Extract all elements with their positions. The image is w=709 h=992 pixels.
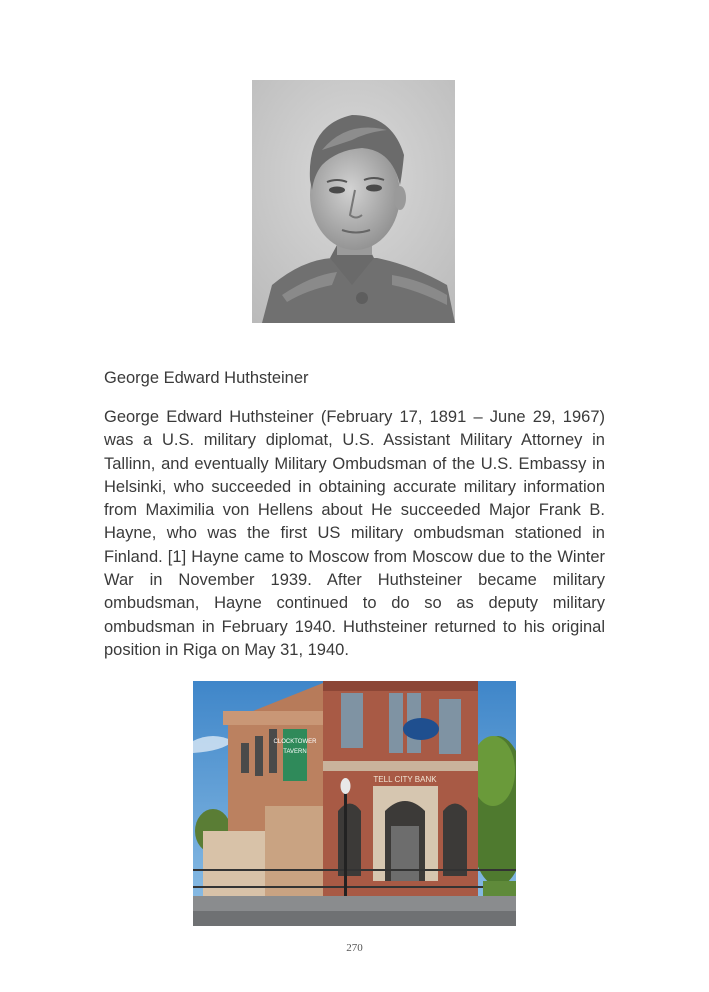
bank-building-photo <box>193 681 516 926</box>
side-sign-text: CLOCKTOWER <box>273 739 317 745</box>
bank-sign-text: TELL CITY BANK <box>373 775 437 784</box>
portrait-photo <box>252 80 455 323</box>
body-paragraph: George Edward Huthsteiner (February 17, 1891 – June 29, 1967) was a U.S. military diplomat, U.S. Assistant Military Attorney in Tallinn, and eventually Military Ombudsman of the U.S. Embassy in Helsinki, who succeeded in obtaining accurate military information from Maximilia von Hellens about He succeeded Major Frank B. Hayne, who was the first US military ombudsman stationed in Finland. [1] Hayne came to Moscow from Moscow due to the Winter War in November 1939. After Huthsteiner became military ombudsman, Hayne continued to do so as deputy military ombudsman in February 1940. Huthsteiner returned to his original position in Riga on May 31, 1940. <box>104 408 605 659</box>
side-sign-text-2: TAVERN <box>283 749 307 755</box>
image-caption: George Edward Huthsteiner <box>104 369 309 387</box>
page-number: 270 <box>346 942 363 954</box>
